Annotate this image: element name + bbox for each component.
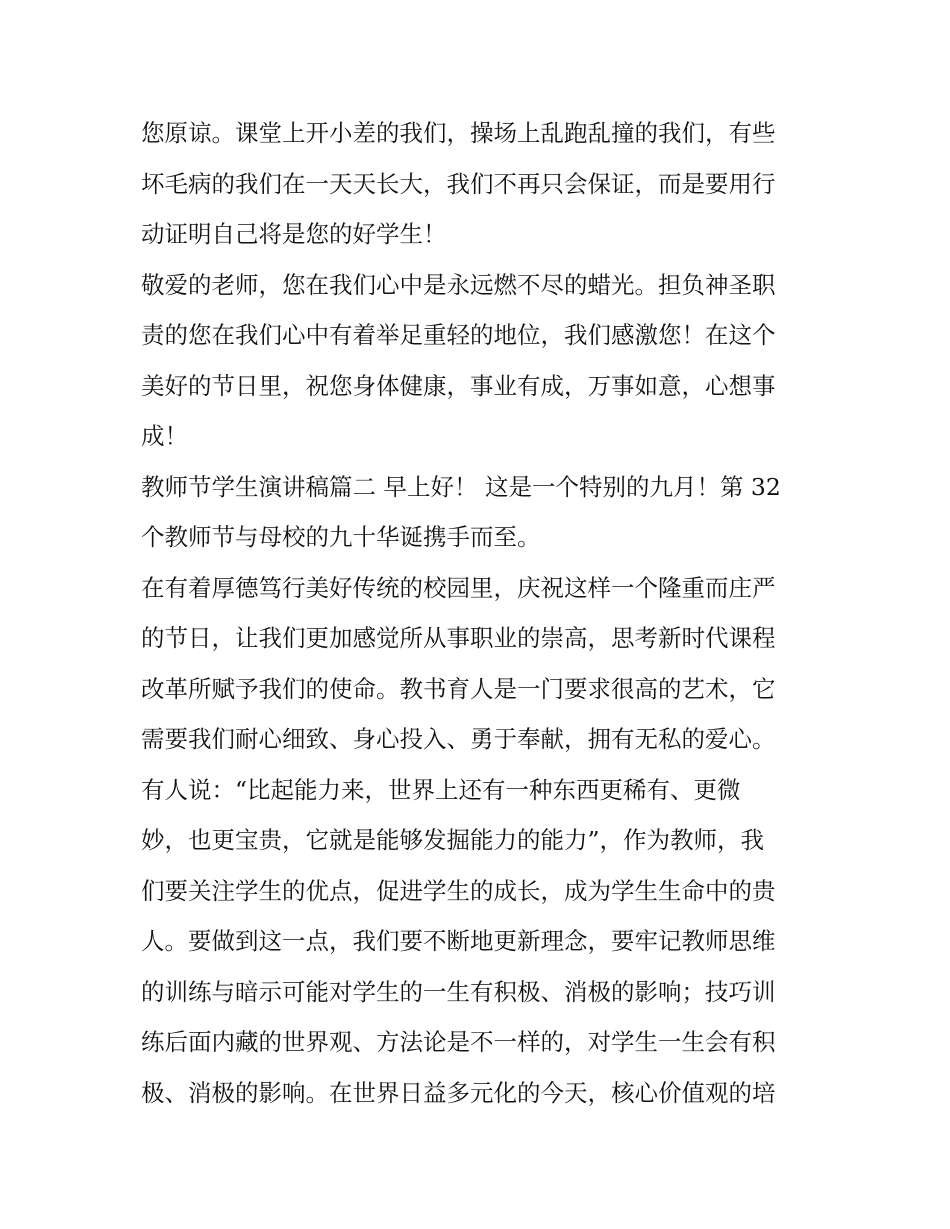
text-line: 的训练与暗示可能对学生的一生有积极、消极的影响；技巧训 [141,977,776,1006]
text-line: 需要我们耐心细致、身心投入、勇于奉献，拥有无私的爱心。 [141,725,776,753]
text-line: 有人说：“比起能力来，世界上还有一种东西更稀有、更微 [141,775,741,804]
text-line: 坏毛病的我们在一天天长大，我们不再只会保证，而是要用行 [141,169,776,198]
text-line: 极、消极的影响。在世界日益多元化的今天，核心价值观的培 [141,1078,776,1107]
text-line: 改革所赋予我们的使命。教书育人是一门要求很高的艺术，它 [141,674,776,703]
text-line: 敬爱的老师，您在我们心中是永远燃不尽的蜡光。担负神圣职 [141,270,776,299]
text-line: 美好的节日里，祝您身体健康，事业有成，万事如意，心想事 [141,371,776,400]
text-line: 妙，也更宝贵，它就是能够发掘能力的能力”，作为教师，我 [141,826,765,854]
text-line: 动证明自己将是您的好学生！ [141,220,447,248]
text-line: 个教师节与母校的九十华诞携手而至。 [141,523,541,551]
text-line: 教师节学生演讲稿篇二 早上好！ 这是一个特别的九月！第 32 [141,472,781,501]
text-line: 成！ [141,422,188,450]
text-line: 您原谅。课堂上开小差的我们，操场上乱跑乱撞的我们，有些 [141,119,776,147]
text-line: 在有着厚德笃行美好传统的校园里，庆祝这样一个隆重而庄严 [141,573,776,602]
document-body [141,108,821,1118]
text-line: 责的您在我们心中有着举足重轻的地位，我们感激您！在这个 [141,321,776,349]
text-line: 练后面内藏的世界观、方法论是不一样的，对学生一生会有积 [141,1028,776,1056]
text-line: 们要关注学生的优点，促进学生的成长，成为学生生命中的贵 [141,876,776,905]
text-line: 人。要做到这一点，我们要不断地更新理念，要牢记教师思维 [141,927,776,955]
text-line: 的节日，让我们更加感觉所从事职业的崇高，思考新时代课程 [141,624,776,652]
